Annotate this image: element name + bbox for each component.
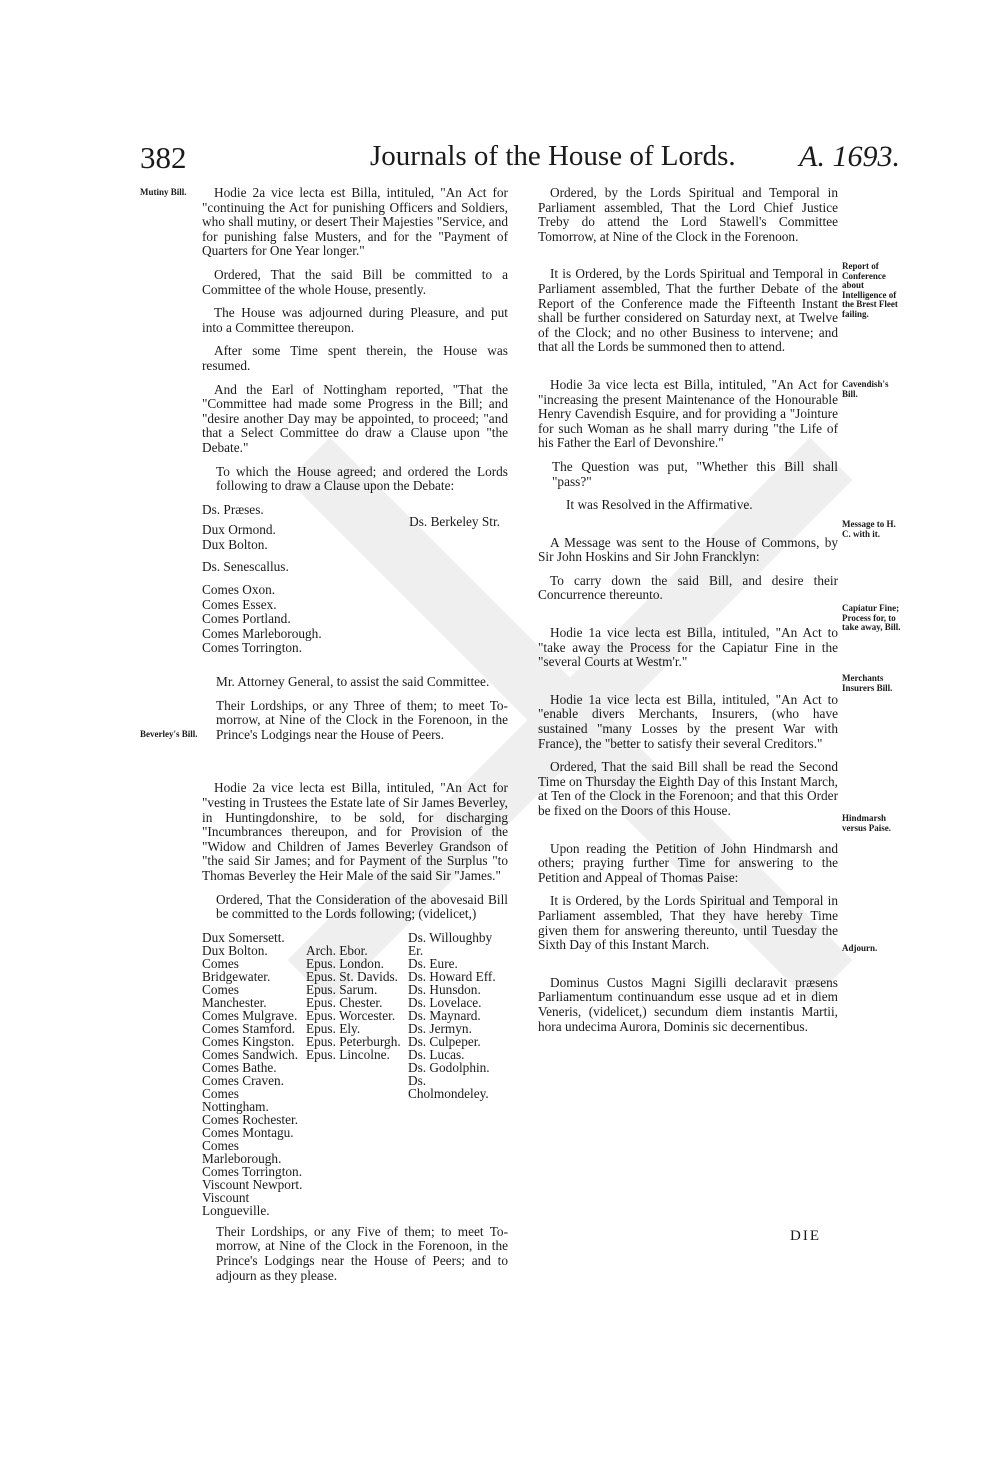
meeting-time-five: Their Lordships, or any Five of them; to meet To-morrow, at Nine of the Clock in the Forenoon, in the Prince's Lodgings near the House of Peers; and to adjourn as they please. [216, 1223, 508, 1283]
committee-member: Ds. Cholmondeley. [408, 1072, 489, 1101]
message-to-commons: A Message was sent to the House of Commons, by Sir John Hoskins and Sir John Francklyn: [538, 534, 838, 565]
committee-member: Epus. Lincolne. [306, 1046, 390, 1062]
committee-member: Ds. Eure. [408, 955, 458, 971]
committee-member: Comes Sandwich. [202, 1046, 299, 1062]
committee-list-b [409, 503, 508, 665]
committee-member: Comes Oxon. [202, 582, 276, 598]
committee-member: Ds. Jermyn. [408, 1020, 472, 1036]
margin-note-adjourn: Adjourn. [842, 943, 878, 953]
committee-member: Comes Stamford. [202, 1020, 296, 1036]
entry-beverley-bill-reading: Hodie 2a vice lecta est Billa, intituled, "An Act for "vesting in Trustees the Estate late of Sir James Beverley, in Huntingdonshire, to be sold, for discharging "Incumbrances thereupon, and for Provision of the "Widow and Children of James Beverley Grandson of "the said Sir James; and for Payment of the Surplus "to Thomas Beverley the Heir Male of the said Sir "James." [202, 780, 508, 883]
committee-member: Ds. Berkeley Str. [409, 513, 500, 529]
committee-member: Epus. London. [306, 955, 384, 971]
committee-member: Ds. Howard Eff. [408, 968, 496, 984]
margin-note-mutiny-bill: Mutiny Bill. [140, 187, 187, 197]
committee-member: Ds. Præses. [202, 501, 264, 517]
committee-member: Ds. Maynard. [408, 1007, 481, 1023]
catchword: DIE [790, 1228, 821, 1244]
margin-note-merchants-insurers: Merchants Insurers Bill. [842, 673, 893, 693]
committee-member: Comes Marleborough. [202, 625, 322, 641]
committee-member: Comes Torrington. [202, 1163, 303, 1179]
order-commit-bill: Ordered, That the said Bill be committed to a Committee of the whole House, presently. [202, 266, 508, 297]
margin-note-report-of-conference: Report of Conference about Intelligence of the Brest Fleet failing. [842, 261, 898, 319]
entry-cavendish-bill-reading: Hodie 3a vice lecta est Billa, intituled, "An Act for "increasing the present Maintenance of the Honourable Henry Cavendish Esquire, and for providing a "Jointure for such Woman as he shall marry during "the Life of his Father the Earl of Devonshire." [538, 376, 838, 451]
committee-member: Comes Essex. [202, 596, 277, 612]
committee-member: Comes Bridgewater. [202, 955, 271, 984]
house-adjourned: The House was adjourned during Pleasure, and put into a Committee thereupon. [202, 305, 508, 335]
committee-member: Epus. Peterburgh. [306, 1033, 401, 1049]
margin-note-beverley-bill: Beverley's Bill. [140, 729, 198, 739]
committee-member: Comes Montagu. [202, 1124, 294, 1140]
meeting-time-three: Their Lordships, or any Three of them; to meet To-morrow, at Nine of the Clock in the Forenoon, in the Prince's Lodgings near the House of Peers. [216, 697, 508, 742]
committee-member: Comes Mulgrave. [202, 1007, 298, 1023]
order-beverley-committee: Ordered, That the Consideration of the abovesaid Bill be committed to the Lords following; (videlicet,) [216, 891, 508, 922]
carry-down-bill: To carry down the said Bill, and desire their Concurrence thereunto. [538, 572, 838, 603]
committee-member: Dux Ormond. [202, 522, 276, 538]
committee-member: Comes Kingston. [202, 1033, 295, 1049]
committee-member: Viscount Longueville. [202, 1189, 270, 1218]
committee-member: Dux Bolton. [202, 536, 268, 552]
margin-note-cavendish-bill: Cavendish's Bill. [842, 379, 889, 399]
right-column [538, 186, 838, 1043]
committee-member: Ds. Culpeper. [408, 1033, 481, 1049]
committee-col-temporal [202, 931, 306, 1217]
committee-member: Ds. Lovelace. [408, 994, 482, 1010]
left-column [202, 186, 508, 1292]
committee-member: Ds. Senescallus. [202, 559, 289, 575]
order-second-reading: Ordered, That the said Bill shall be read the Second Time on Thursday the Eighth Day of this Instant March, at Ten of the Clock in the Forenoon; and that this Order be fixed on the Doors of this House. [538, 759, 838, 818]
committee-member: Ds. Lucas. [408, 1046, 465, 1062]
hindmarsh-petition: Upon reading the Petition of John Hindmarsh and others; praying further Time for answering to the Petition and Appeal of Thomas Paise: [538, 840, 838, 885]
order-time-for-answer: It is Ordered, by the Lords Spiritual and Temporal in Parliament assembled, That they have hereby Time given them for answering thereunto, until Tuesday the Sixth Day of this Instant March. [538, 893, 838, 953]
beverley-committee-list [202, 931, 508, 1217]
nottingham-report: And the Earl of Nottingham reported, "That the "Committee had made some Progress in the Bill; and "desire another Day may be appointed, to proceed; "and that a Select Committee do draw a Clause upon "the Debate." [202, 381, 508, 455]
committee-member: Viscount Newport. [202, 1176, 303, 1192]
page-year: A. 1693. [799, 140, 900, 173]
committee-member: Comes Craven. [202, 1072, 284, 1088]
select-committee-list [202, 503, 508, 665]
page-header [140, 140, 900, 184]
house-resumed: After some Time spent therein, the House was resumed. [202, 343, 508, 373]
committee-member: Epus. Chester. [306, 994, 383, 1010]
committee-member: Comes Bathe. [202, 1059, 277, 1075]
committee-member: Ds. Willoughby Er. [408, 929, 493, 958]
page-title: Journals of the House of Lords. [370, 140, 736, 172]
committee-member: Comes Marleborough. [202, 1137, 282, 1166]
committee-member: Ds. Godolphin. [408, 1059, 490, 1075]
committee-member: Comes Torrington. [202, 640, 303, 656]
entry-capiatur-bill-reading: Hodie 1a vice lecta est Billa, intituled, "An Act to "take away the Process for the Capiatur Fine in the "several Courts at Westm'r." [538, 625, 838, 670]
committee-member: Epus. St. Davids. [306, 968, 398, 984]
committee-member: Comes Nottingham. [202, 1085, 269, 1114]
committee-member: Dux Bolton. [202, 942, 268, 958]
committee-member: Arch. Ebor. [306, 942, 368, 958]
committee-member: Epus. Worcester. [306, 1007, 396, 1023]
committee-col-spiritual [306, 931, 408, 1217]
committee-col-barons [408, 931, 508, 1217]
committee-member: Epus. Ely. [306, 1020, 361, 1036]
select-committee-order: To which the House agreed; and ordered the Lords following to draw a Clause upon the Debate: [216, 463, 508, 494]
committee-member: Comes Manchester. [202, 981, 267, 1010]
committee-list-a [202, 503, 322, 656]
order-chief-justice-treby: Ordered, by the Lords Spiritual and Temporal in Parliament assembled, That the Lord Chief Justice Treby do attend the Lord Stawell's Committee Tomorrow, at Nine of the Clock in the Forenoon. [538, 185, 838, 244]
entry-mutiny-bill-reading: Hodie 2a vice lecta est Billa, intituled, "An Act for "continuing the Act for punishing Officers and Soldiers, who shall mutiny, or desert Their Majesties "Service, and for punishing false Musters, and for the "Payment of Quarters for One Year longer." [202, 185, 508, 259]
order-report-conference: It is Ordered, by the Lords Spiritual and Temporal in Parliament assembled, That the further Debate of the Report of the Conference made the Fifteenth Instant shall be further considered on Saturday next, at Twelve of the Clock; and no other Business to intervene; and that all the Lords be summoned then to attend. [538, 266, 838, 355]
committee-member: Comes Portland. [202, 611, 291, 627]
resolved-affirmative: It was Resolved in the Affirmative. [566, 497, 753, 513]
attorney-general-assist: Mr. Attorney General, to assist the said Committee. [216, 674, 490, 690]
page-number: 382 [140, 140, 187, 175]
adjournment-declaration: Dominus Custos Magni Sigilli declaravit præsens Parliamentum continuandum esse usque ad et in diem Veneris, (videlicet,) secundum diem instantis Martii, hora undecima Aurora, Dominis sic decernentibus. [538, 974, 838, 1034]
margin-note-message-to-commons: Message to H. C. with it. [842, 519, 896, 539]
margin-note-hindmarsh-paise: Hindmarsh versus Paise. [842, 813, 891, 833]
margin-note-capiatur-fine: Capiatur Fine; Process for, to take away, Bill. [842, 603, 901, 632]
committee-member: Comes Rochester. [202, 1111, 299, 1127]
committee-member: Epus. Sarum. [306, 981, 378, 997]
question-put: The Question was put, "Whether this Bill shall "pass?" [552, 458, 838, 489]
committee-member: Ds. Hunsdon. [408, 981, 481, 997]
committee-member: Dux Somersett. [202, 929, 285, 945]
entry-merchants-bill-reading: Hodie 1a vice lecta est Billa, intituled, "An Act to "enable divers Merchants, Insurers, (who have sustained "many Losses by the present War with France), the "better to satisfy their several Creditors." [538, 691, 838, 751]
